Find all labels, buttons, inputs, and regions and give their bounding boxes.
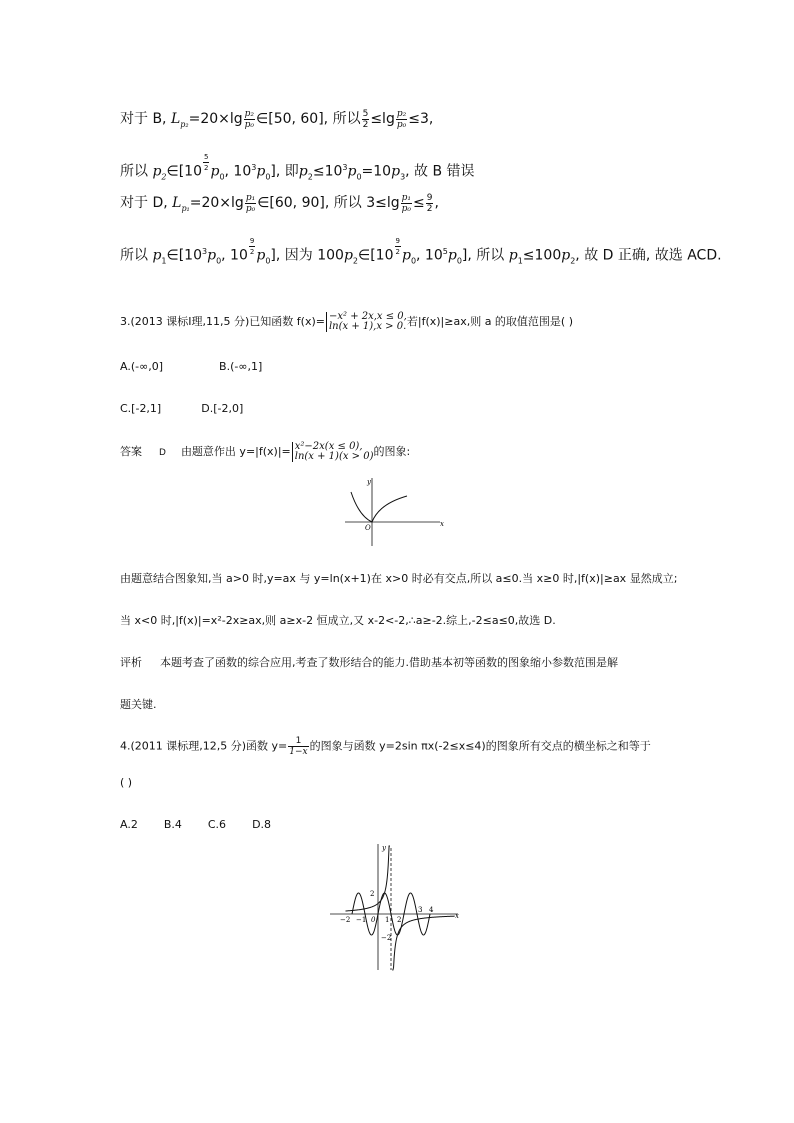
solution-line-3: 对于 D, $L_{p_1}=20\times\lg$ $\frac{\text{p₁}}{\text{p₀}}$ ∈[60, 90], 所以 3≤lg $\frac{\text{p₁}}{\text{p₀}}$ ≤ $\frac{9}{2}$ , — [120, 192, 439, 214]
curve-right — [372, 496, 407, 522]
q3-option-a: A.(-∞,0] — [120, 360, 164, 373]
tick-0: 0 — [371, 916, 376, 924]
q4-option-b: B.4 — [163, 818, 182, 831]
q4-graph — [328, 842, 463, 974]
q4-options — [120, 818, 271, 831]
tick-1: 1 — [385, 916, 390, 924]
q3-option-c: C.[-2,1] — [120, 402, 162, 415]
q3-comment: 评析 本题考查了函数的综合应用,考查了数形结合的能力.借助基本初等函数的图象缩小参数范围是解 — [120, 656, 618, 669]
tick-m2: −2 — [340, 916, 351, 924]
q3-answer: 答案 D 由题意作出 y=|f(x)|= x²−2x(x ≤ 0), ln(x + 1)(x > 0) 的图象: — [120, 441, 411, 462]
origin-label: O — [365, 524, 371, 532]
q4-stem: 4.(2011 课标理,12,5 分)函数 y= $\frac{1}{1-x}$ 的图象与函数 y=2sin πx(-2≤x≤4)的图象所有交点的横坐标之和等于 — [120, 736, 651, 757]
tick-ym2: −2 — [381, 934, 392, 942]
x-label: x — [440, 520, 444, 528]
q3-options-row-2 — [120, 402, 243, 415]
q3-explanation-2: 当 x<0 时,|f(x)|=x²-2x≥ax,则 a≥x-2 恒成立,又 x-2<-2,∴a≥-2.综上,-2≤a≤0,故选 D. — [120, 614, 556, 627]
tick-y2: 2 — [370, 890, 375, 898]
q4-option-a: A.2 — [120, 818, 138, 831]
q3-stem: 3.(2013 课标Ⅰ理,11,5 分)已知函数 f(x)= −x² + 2x,x ≤ 0, ln(x + 1),x > 0. 若|f(x)|≥ax,则 a 的取值范围是( ) — [120, 311, 574, 332]
q3-explanation-1: 由题意结合图象知,当 a>0 时,y=ax 与 y=ln(x+1)在 x>0 时必有交点,所以 a≤0.当 x≥0 时,|f(x)|≥ax 显然成立; — [120, 572, 678, 585]
q3-graph — [345, 474, 450, 548]
tick-4: 4 — [429, 906, 434, 914]
x-label: x — [455, 912, 459, 920]
solution-line-2: 所以 $p_2\in[10$ $^{\frac{5}{2}}$ $p_0$, $10^3p_0$], 即$p_2\le 10^3p_0=10p_3$, 故 B 错误 — [120, 153, 475, 182]
solution-line-1: 对于 B, $L_{p_2}=20\times\lg$ $\frac{\text{p₂}}{\text{p₀}}$ ∈[50, 60], 所以 $\frac{5}{2}$ ≤lg $\frac{\text{p₂}}{\text{p₀}}$ ≤3, — [120, 108, 434, 130]
comment-label: 评析 — [120, 656, 142, 669]
q4-paren: ( ) — [120, 776, 133, 789]
curve-left — [351, 492, 372, 522]
q4-option-d: D.8 — [252, 818, 272, 831]
solution-line-4: 所以 $p_1\in[10^3p_0$, 10 $^{\frac{9}{2}}$ $p_0$], 因为 $100p_2\in[10$ $^{\frac{9}{2}}$ $p_0$, $10^5p_0$], 所以 $p_1\le 100p_2$, 故 D 正确, 故选 ACD. — [120, 237, 722, 266]
answer-label: 答案 — [120, 445, 142, 458]
tick-3: 3 — [418, 906, 423, 914]
q4-option-c: C.6 — [207, 818, 227, 831]
q3-piecewise: −x² + 2x,x ≤ 0, ln(x + 1),x > 0. — [326, 312, 407, 332]
q3-comment-2: 题关键. — [120, 698, 157, 711]
q3-option-d: D.[-2,0] — [201, 402, 244, 415]
tick-m1: −1 — [356, 916, 367, 924]
tick-2: 2 — [397, 916, 402, 924]
q3-answer-piecewise: x²−2x(x ≤ 0), ln(x + 1)(x > 0) — [292, 442, 374, 462]
hyperbola-left-branch — [346, 846, 390, 911]
q3-option-b: B.(-∞,1] — [219, 360, 263, 373]
y-label: y — [382, 844, 386, 852]
q3-options-row-1 — [120, 360, 262, 373]
y-label: y — [367, 478, 371, 486]
answer-letter: D — [159, 448, 166, 458]
